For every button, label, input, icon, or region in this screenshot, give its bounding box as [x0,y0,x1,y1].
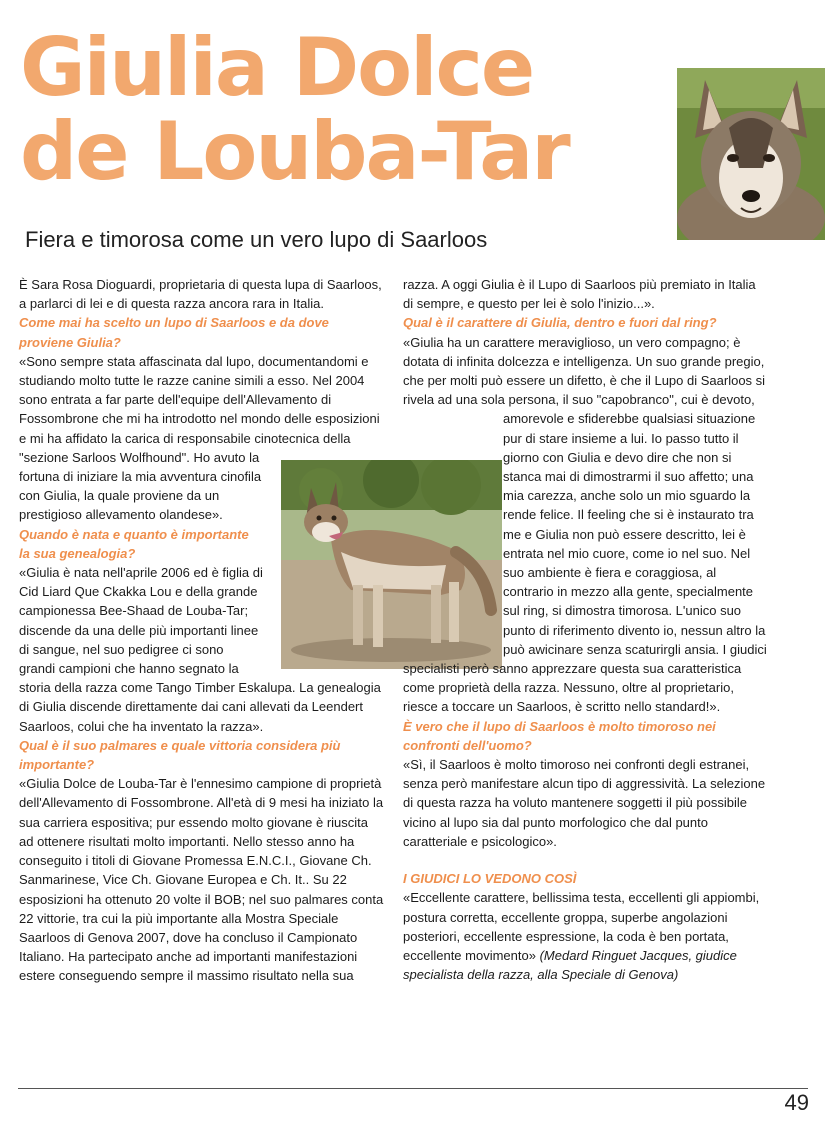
answer-character: «Giulia ha un carattere meraviglioso, un vero compagno; è dotata di infinita dolcezza e intelligenza. Un suo grande pregio, che per molti può essere un difetto, è che il Lupo di Saarloos si rivela ad una sola persona, il suo "capobranco", cui è devoto, amorevole e sfiderebbe qualsiasi situazione pur di stare insieme a lui. Io passo tutto il giorno con Giulia e devo dire che non si stanca mai di dimostrarmi il suo affetto; una mia carezza, anche solo un mio sguardo la rende felice. Il feeling che si è instaurato tra me e Giulia non può essere descritto, lei è entrata nel mio cuore, come io nel suo. Nel suo ambiente è fiera e coraggiosa, al contrario in mezzo alla gente, specialmente sul ring, si dimostra timorosa. L'unico suo punto di riferimento divento io, nessun altro la può awicinare senza scaturirgli ansia. I giudici specialisti però sanno apprezzare questa sua caratteristica come proprietà della razza. Nessuno, oltre al proprietario, riesce a toccare un Saarloos, è scritto nello standard!». [403,334,767,715]
question-timidity: È vero che il lupo di Saarloos è molto timoroso nei confronti dell'uomo? [403,718,716,753]
judges-quote-paragraph [403,888,768,984]
page-number: 49 [784,1090,809,1115]
judges-quote: «Eccellente carattere, bellissima testa, eccellenti gli appiombi, postura corretta, eccellente groppa, superbe angolazioni posteriori, eccellente espressione, la coda è ben portata, eccellente movimento» [403,890,760,963]
title-line-2: de Louba-Tar [20,105,569,198]
wolfdog-head-illustration [677,68,825,240]
answer-genealogy: «Giulia è nata nell'aprile 2006 ed è figlia di Cid Liard Que Ckakka Lou e della grande campionessa Bee-Shaad de Louba-Tar; discende da una delle più importanti linee di sangue, nel suo pedigree ci sono grandi campioni che hanno segnato la storia della razza come Tango Timber Eskalupa. La genealogia di Giulia discende direttamente dai cani allevati da Leendert Saarloos, colui che ha inventato la razza». [19,565,381,734]
article-title [20,21,660,198]
answer-palmares: «Giulia Dolce de Louba-Tar è l'ennesimo campione di proprietà dell'Allevamento di Fossombrone. All'età di 9 mesi ha iniziato la sua carriera espositiva; pur essendo molto giovane è riuscita ad ottenere risultati molto importanti. Nello stesso anno ha conseguito i titoli di Giovane Promessa E.N.C.I., Giovane Ch. Sanmarinese, Vice Ch. Giovane Europea e Ch. It.. Su 22 esposizioni ha ottenuto 20 volte il BOB; nel suo palmares conta 22 vittorie, tra cui la più importante alla Mostra Speciale Saarloos di Genova 2007, dove ha concluso il Campionato Italiano. Ha partecipato anche ad importanti manifestazioni estere conseguendo sempre il massimo risultato nella sua [19,776,384,984]
intro-paragraph: È Sara Rosa Dioguardi, proprietaria di questa lupa di Saarloos, a parlarci di lei e di questa razza ancora rara in Italia. [19,277,382,312]
answer-origin: «Sono sempre stata affascinata dal lupo, documentandomi e studiando molto tutte le razze canine simili a esso. Nel 2004 sono entrata a far parte dell'equipe dell'Allevamento di Fossombrone che mi ha introdotto nel mondo delle esposizioni e mi ha affidato la carica di responsabile cinotecnica della "sezione Sarloos Wolfhound". Ho avuto la fortuna di iniziare la mia avventura cinofila con Giulia, la quale proviene da un prestigioso allevamento olandese». [19,353,380,523]
right-column [403,275,768,984]
left-column [19,275,384,986]
answer-palmares-continued: razza. A oggi Giulia è il Lupo di Saarloos più premiato in Italia di sempre, e questo per lei è solo l'inizio...». [403,277,756,312]
answer-timidity: «Sì, il Saarloos è molto timoroso nei confronti degli estranei, senza però manifestare alcun tipo di aggressività. La selezione di questa razza ha voluto mantenere soggetti il più possibile vicino al lupo sia dal punto morfologico che dal punto caratteriale e psicologico». [403,757,766,849]
footer-divider [18,1088,808,1089]
title-line-1: Giulia Dolce [20,21,534,114]
judges-section-title: I GIUDICI LO VEDONO COSÌ [403,871,577,887]
question-genealogy: Quando è nata e quanto è importante la sua genealogia? [19,526,249,561]
question-palmares: Qual è il suo palmares e quale vittoria considera più importante? [19,737,341,773]
question-character: Qual è il carattere di Giulia, dentro e fuori dal ring? [403,315,717,331]
article-subtitle: Fiera e timorosa come un vero lupo di Saarloos [25,227,488,252]
judges-attribution: (Medard Ringuet Jacques, giudice specialista della razza, alla Speciale di Genova) [403,947,737,983]
wolfdog-head-photo [677,68,825,240]
question-origin: Come mai ha scelto un lupo di Saarloos e da dove proviene Giulia? [19,315,329,350]
